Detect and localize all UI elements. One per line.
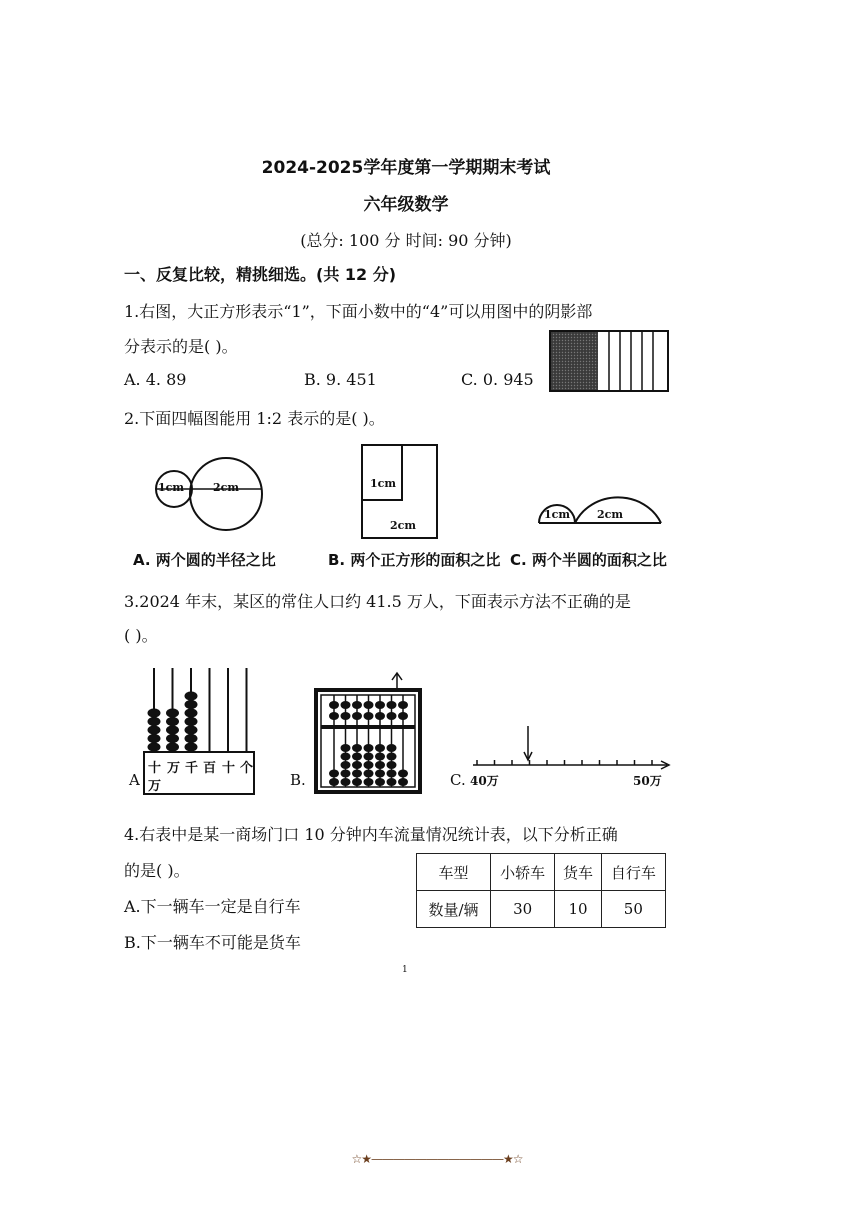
col-label: 千 [185, 761, 199, 776]
abacus-bead [148, 725, 161, 734]
abacus-bead [166, 708, 179, 717]
abacus-bead [375, 701, 385, 709]
abacus-bead [148, 742, 161, 751]
abacus-bead [148, 717, 161, 726]
abacus-bead [387, 778, 397, 786]
abacus-bead [185, 734, 198, 743]
col-subscript: 万 [148, 779, 162, 794]
table-cell: 10 [555, 891, 601, 928]
col-label: 个 [240, 761, 254, 776]
q4-option-b: B.下一辆车不可能是货车 [124, 933, 301, 952]
table-cell: 货车 [555, 854, 601, 891]
q4-line2: 的是( )。 [124, 861, 190, 880]
numberline-start-label: 40万 [470, 774, 499, 788]
abacus-bead [364, 744, 374, 752]
abacus-bead [364, 761, 374, 769]
abacus-bead [375, 712, 385, 720]
abacus-bead [329, 770, 339, 778]
table-cell: 车型 [417, 854, 491, 891]
abacus-bead [341, 744, 351, 752]
q3-label-a: A [129, 771, 140, 789]
abacus-bead [398, 770, 408, 778]
q2-fig-a-big-label: 2cm [213, 481, 239, 494]
q3-abacus-b [312, 670, 424, 796]
abacus-bead [352, 701, 362, 709]
table-cell: 数量/辆 [417, 891, 491, 928]
abacus-bead [375, 761, 385, 769]
q2-fig-c-small-label: 1cm [544, 508, 570, 521]
q2-caption-b: B. 两个正方形的面积之比 [328, 551, 501, 569]
exam-subtitle: 六年级数学 [363, 195, 449, 215]
abacus-bead [185, 717, 198, 726]
abacus-bead [375, 744, 385, 752]
table-cell: 自行车 [601, 854, 665, 891]
q2-figure-a-circles [150, 446, 270, 546]
abacus-bead [387, 761, 397, 769]
q2-fig-b-small-label: 1cm [370, 477, 396, 490]
col-label: 万 [167, 761, 181, 776]
q3-line2: ( )。 [124, 626, 158, 645]
abacus-bead [329, 778, 339, 786]
abacus-bead [185, 700, 198, 709]
abacus-bead [341, 712, 351, 720]
q3-line1: 3.2024 年末，某区的常住人口约 41.5 万人，下面表示方法不正确的是 [124, 592, 631, 611]
abacus-bead [398, 701, 408, 709]
abacus-bead [148, 734, 161, 743]
numberline-end-label: 50万 [633, 774, 662, 788]
abacus-bead [364, 712, 374, 720]
abacus-bead [364, 701, 374, 709]
abacus-bead [352, 770, 362, 778]
abacus-bead [166, 734, 179, 743]
abacus-bead [185, 742, 198, 751]
q2-caption-a: A. 两个圆的半径之比 [133, 551, 276, 569]
abacus-bead [387, 770, 397, 778]
q1-option-c: C. 0. 945 [461, 370, 534, 389]
q2-fig-b-big-label: 2cm [390, 519, 416, 532]
table-cell: 小轿车 [491, 854, 555, 891]
abacus-bead [341, 761, 351, 769]
abacus-bead [341, 753, 351, 761]
col-label: 十 [222, 761, 236, 776]
abacus-bead [398, 778, 408, 786]
abacus-bead [387, 712, 397, 720]
q2-caption-c: C. 两个半圆的面积之比 [510, 551, 667, 569]
abacus-bead [148, 708, 161, 717]
abacus-bead [364, 770, 374, 778]
abacus-bead [364, 753, 374, 761]
table-cell: 30 [491, 891, 555, 928]
abacus-bead [341, 778, 351, 786]
q4-option-a: A.下一辆车一定是自行车 [124, 897, 301, 916]
exam-title: 2024-2025学年度第一学期期末考试 [261, 158, 551, 178]
q1-line1: 1.右图，大正方形表示“1”，下面小数中的“4”可以用图中的阴影部 [124, 302, 593, 321]
table-row [417, 891, 666, 928]
q3-label-c: C. [450, 771, 466, 789]
q2-text: 2.下面四幅图能用 1:2 表示的是( )。 [124, 409, 385, 428]
q1-line2: 分表示的是( )。 [124, 337, 238, 356]
abacus-bead [185, 691, 198, 700]
abacus-bead [166, 742, 179, 751]
section-heading: 一、反复比较，精挑细选。(共 12 分) [124, 265, 397, 284]
page-footer: ☆★————————————★☆ [351, 1152, 523, 1166]
abacus-bead [364, 778, 374, 786]
abacus-bead [329, 701, 339, 709]
abacus-bead [387, 701, 397, 709]
table-cell: 50 [601, 891, 665, 928]
abacus-bead [341, 770, 351, 778]
col-label: 十 [148, 761, 162, 776]
abacus-bead [352, 712, 362, 720]
exam-info: (总分: 100 分 时间: 90 分钟) [300, 231, 512, 250]
table-header-row [417, 854, 666, 891]
abacus-bead [352, 744, 362, 752]
traffic-table [416, 853, 666, 928]
abacus-bead [352, 753, 362, 761]
abacus-bead [375, 778, 385, 786]
abacus-bead [166, 717, 179, 726]
q2-fig-c-big-label: 2cm [597, 508, 623, 521]
q3-label-b: B. [290, 771, 306, 789]
abacus-bead [352, 761, 362, 769]
abacus-bead [166, 725, 179, 734]
abacus-bead [375, 753, 385, 761]
q4-line1: 4.右表中是某一商场门口 10 分钟内车流量情况统计表，以下分析正确 [124, 825, 618, 844]
abacus-bead [352, 778, 362, 786]
q1-option-b: B. 9. 451 [304, 370, 377, 389]
page-number: 1 [402, 965, 408, 975]
abacus-bead [387, 744, 397, 752]
abacus-bead [387, 753, 397, 761]
col-label: 百 [203, 761, 217, 776]
abacus-bead [329, 712, 339, 720]
abacus-bead [185, 708, 198, 717]
q1-option-a: A. 4. 89 [124, 370, 187, 389]
abacus-bead [398, 712, 408, 720]
q3-number-line-c [465, 724, 677, 774]
abacus-bead [375, 770, 385, 778]
abacus-bead [341, 701, 351, 709]
q2-fig-a-small-label: 1cm [158, 481, 184, 494]
q1-shaded-square-figure [549, 330, 671, 394]
abacus-bead [185, 725, 198, 734]
